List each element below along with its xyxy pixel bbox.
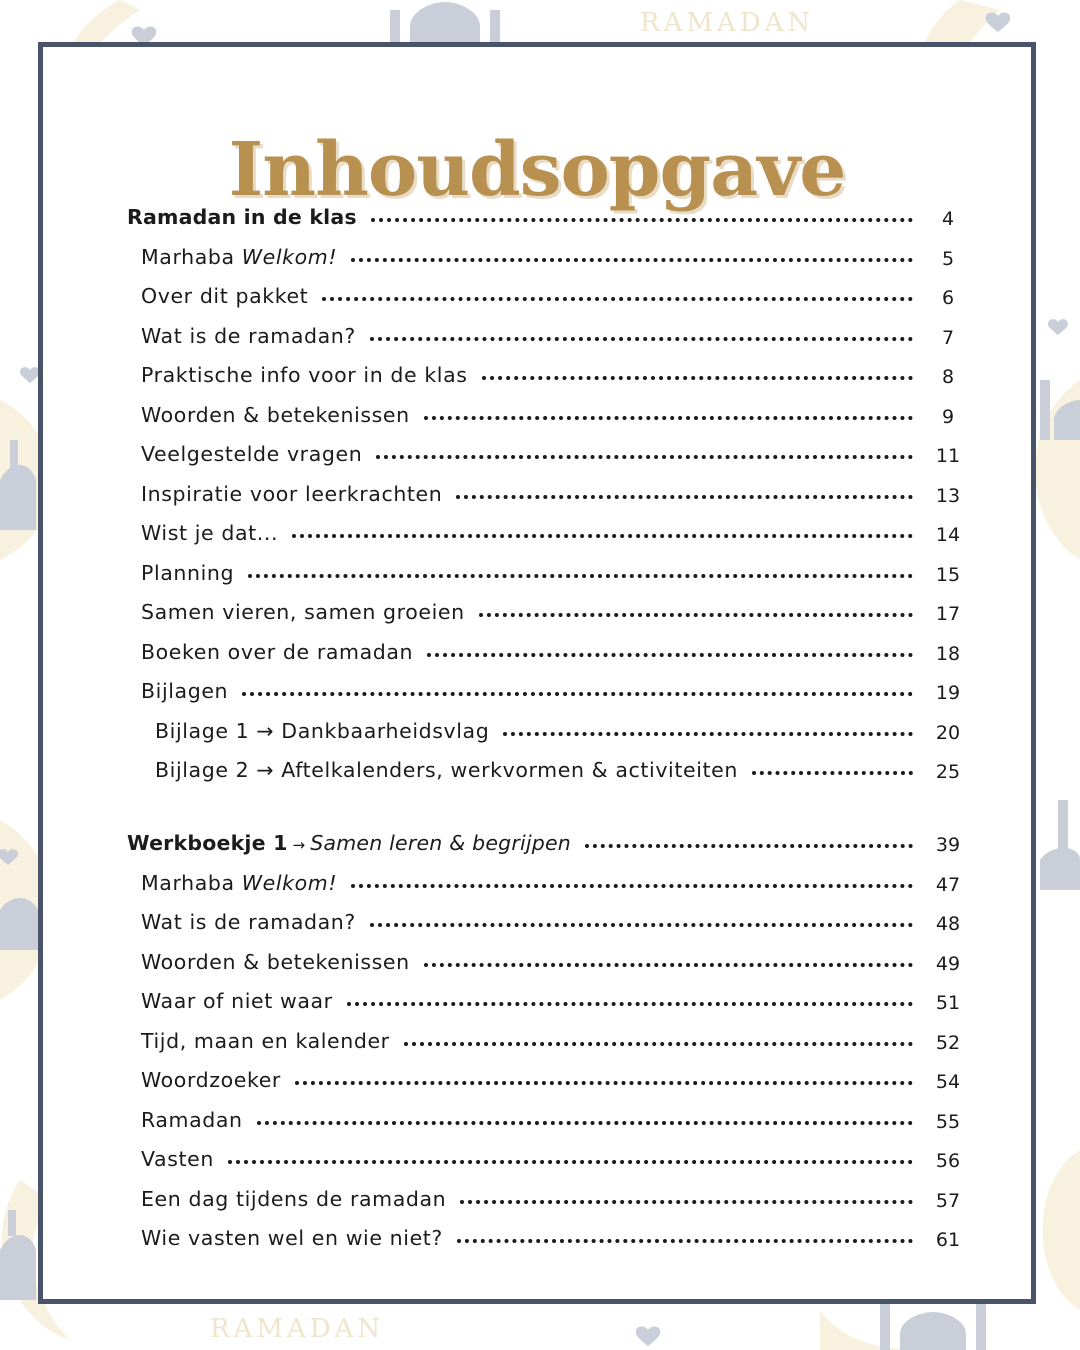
toc-section-heading[interactable]: [43, 831, 1033, 867]
dotted-leader: [479, 613, 913, 617]
toc-section-heading[interactable]: [43, 205, 1033, 241]
page-number: 11: [935, 445, 961, 467]
toc-entry-label: Over dit pakket: [141, 284, 309, 308]
toc-entry-label: Boeken over de ramadan: [141, 639, 414, 664]
page-number: 57: [935, 1189, 961, 1212]
toc-entry[interactable]: [43, 245, 1033, 281]
toc-entry[interactable]: [43, 284, 1033, 320]
toc-entry-label: Samen vieren, samen groeien: [141, 600, 465, 624]
page-number: 4: [941, 208, 955, 230]
dotted-leader: [427, 653, 913, 657]
watermark-text: RAMADAN: [640, 8, 815, 38]
toc-entry[interactable]: [43, 1187, 1033, 1223]
page-number: 54: [935, 1071, 961, 1093]
dotted-leader: [351, 884, 913, 888]
dotted-leader: [257, 1121, 913, 1125]
dotted-leader: [370, 337, 913, 341]
page-number: 39: [935, 834, 961, 856]
toc-entry[interactable]: [43, 482, 1033, 518]
dotted-leader: [371, 218, 913, 222]
toc-entry-label: Wat is de ramadan?: [141, 910, 356, 934]
toc-entry[interactable]: [43, 871, 1033, 907]
heart-icon: [986, 13, 1011, 32]
dotted-leader: [457, 1239, 913, 1243]
toc-entry-label: Woorden & betekenissen: [141, 402, 410, 427]
toc-entry-label: Veelgestelde vragen: [141, 442, 363, 466]
toc-entry-label: Marhaba Welkom!: [141, 244, 338, 269]
toc-entry[interactable]: [43, 600, 1033, 636]
toc-entry[interactable]: [43, 442, 1033, 478]
toc-entry[interactable]: [43, 758, 1033, 794]
page-title: Inhoudsopgave: [228, 127, 846, 213]
toc-entry-label: Wie vasten wel en wie niet?: [141, 1226, 443, 1250]
watermark-text: RAMADAN: [210, 1314, 385, 1344]
toc-entry-label: Tijd, maan en kalender: [141, 1028, 390, 1053]
toc-entry[interactable]: [43, 640, 1033, 676]
dotted-leader: [460, 1200, 913, 1204]
mosque-icon: [880, 1300, 986, 1350]
dotted-leader: [322, 297, 913, 301]
toc-entry-label: Inspiratie voor leerkrachten: [141, 481, 443, 506]
dotted-leader: [347, 1002, 913, 1006]
dotted-leader: [752, 771, 913, 775]
page-number: 48: [935, 913, 961, 935]
toc-entry[interactable]: [43, 1108, 1033, 1144]
dotted-leader: [295, 1081, 913, 1085]
toc-entry-label: Ramadan: [141, 1107, 243, 1132]
toc-entry[interactable]: [43, 989, 1033, 1025]
toc-entry-label: Planning: [141, 560, 235, 585]
dotted-leader: [585, 844, 913, 848]
toc-entry[interactable]: [43, 521, 1033, 557]
page-number: 49: [935, 952, 961, 975]
toc-entry[interactable]: [43, 719, 1033, 755]
page-number: 47: [935, 873, 961, 896]
dotted-leader: [482, 376, 913, 380]
page-number: 25: [935, 761, 961, 783]
toc-entry-label: Ramadan in de klas: [127, 205, 357, 229]
toc-entry-label: Woordzoeker: [141, 1068, 281, 1092]
dotted-leader: [404, 1042, 913, 1046]
page-number: 19: [935, 682, 961, 704]
toc-entry[interactable]: [43, 403, 1033, 439]
toc-entry-label: Een dag tijdens de ramadan: [141, 1186, 447, 1211]
toc-entry[interactable]: [43, 324, 1033, 360]
page-number: 52: [935, 1031, 961, 1054]
toc-entry[interactable]: [43, 1068, 1033, 1104]
dotted-leader: [242, 692, 913, 696]
dotted-leader: [292, 534, 913, 538]
toc-entry[interactable]: [43, 950, 1033, 986]
toc-entry-label: Bijlage 2 → Aftelkalenders, werkvormen & activiteiten: [155, 758, 738, 782]
dotted-leader: [376, 455, 913, 459]
mosque-icon: [390, 2, 500, 42]
dotted-leader: [228, 1160, 913, 1164]
toc-entry-label: Woorden & betekenissen: [141, 949, 410, 974]
heart-icon: [1048, 319, 1068, 335]
page-number: 55: [935, 1110, 961, 1133]
page-number: 5: [941, 247, 955, 270]
mosque-icon: [0, 898, 38, 950]
page-number: 14: [935, 524, 961, 546]
dotted-leader: [503, 732, 913, 736]
toc-entry-label: Wist je dat...: [141, 521, 279, 545]
toc-entry-label: Vasten: [141, 1147, 214, 1171]
mosque-icon: [1040, 800, 1080, 890]
dotted-leader: [248, 574, 913, 578]
toc-entry-label: Bijlagen: [141, 679, 229, 703]
toc-entry[interactable]: [43, 561, 1033, 597]
page-number: 61: [935, 1229, 961, 1251]
dotted-leader: [351, 258, 913, 262]
heart-icon: [636, 1327, 661, 1346]
toc-entry-label: Waar of niet waar: [141, 989, 333, 1013]
toc-entry-label: Wat is de ramadan?: [141, 323, 356, 348]
toc-entry[interactable]: [43, 1029, 1033, 1065]
page-number: 20: [935, 721, 961, 744]
toc-entry-label: Praktische info voor in de klas: [141, 363, 468, 387]
page-number: 9: [941, 405, 955, 428]
toc-entry[interactable]: [43, 363, 1033, 399]
table-of-contents-page: [38, 42, 1036, 1304]
page-number: 13: [935, 484, 961, 507]
dotted-leader: [456, 495, 913, 499]
toc-entry-label: Bijlage 1 → Dankbaarheidsvlag: [155, 718, 490, 743]
page-number: 56: [935, 1150, 961, 1172]
page-number: 17: [935, 603, 961, 625]
page-number: 7: [941, 326, 955, 349]
page-number: 15: [935, 563, 961, 586]
dotted-leader: [424, 963, 913, 967]
dotted-leader: [424, 416, 913, 420]
page-number: 51: [935, 992, 961, 1014]
toc-entry[interactable]: [43, 679, 1033, 715]
toc-entry-label: Werkboekje 1 → Samen leren & begrijpen: [127, 831, 571, 855]
toc-entry[interactable]: [43, 1147, 1033, 1183]
page-number: 6: [941, 287, 955, 309]
toc-entry[interactable]: [43, 1226, 1033, 1262]
page-number: 8: [941, 366, 955, 388]
dotted-leader: [370, 923, 913, 927]
crescent-moon-icon: [1043, 1150, 1080, 1310]
toc-entry[interactable]: [43, 910, 1033, 946]
page-number: 18: [935, 642, 961, 665]
toc-entry-label: Marhaba Welkom!: [141, 870, 338, 895]
